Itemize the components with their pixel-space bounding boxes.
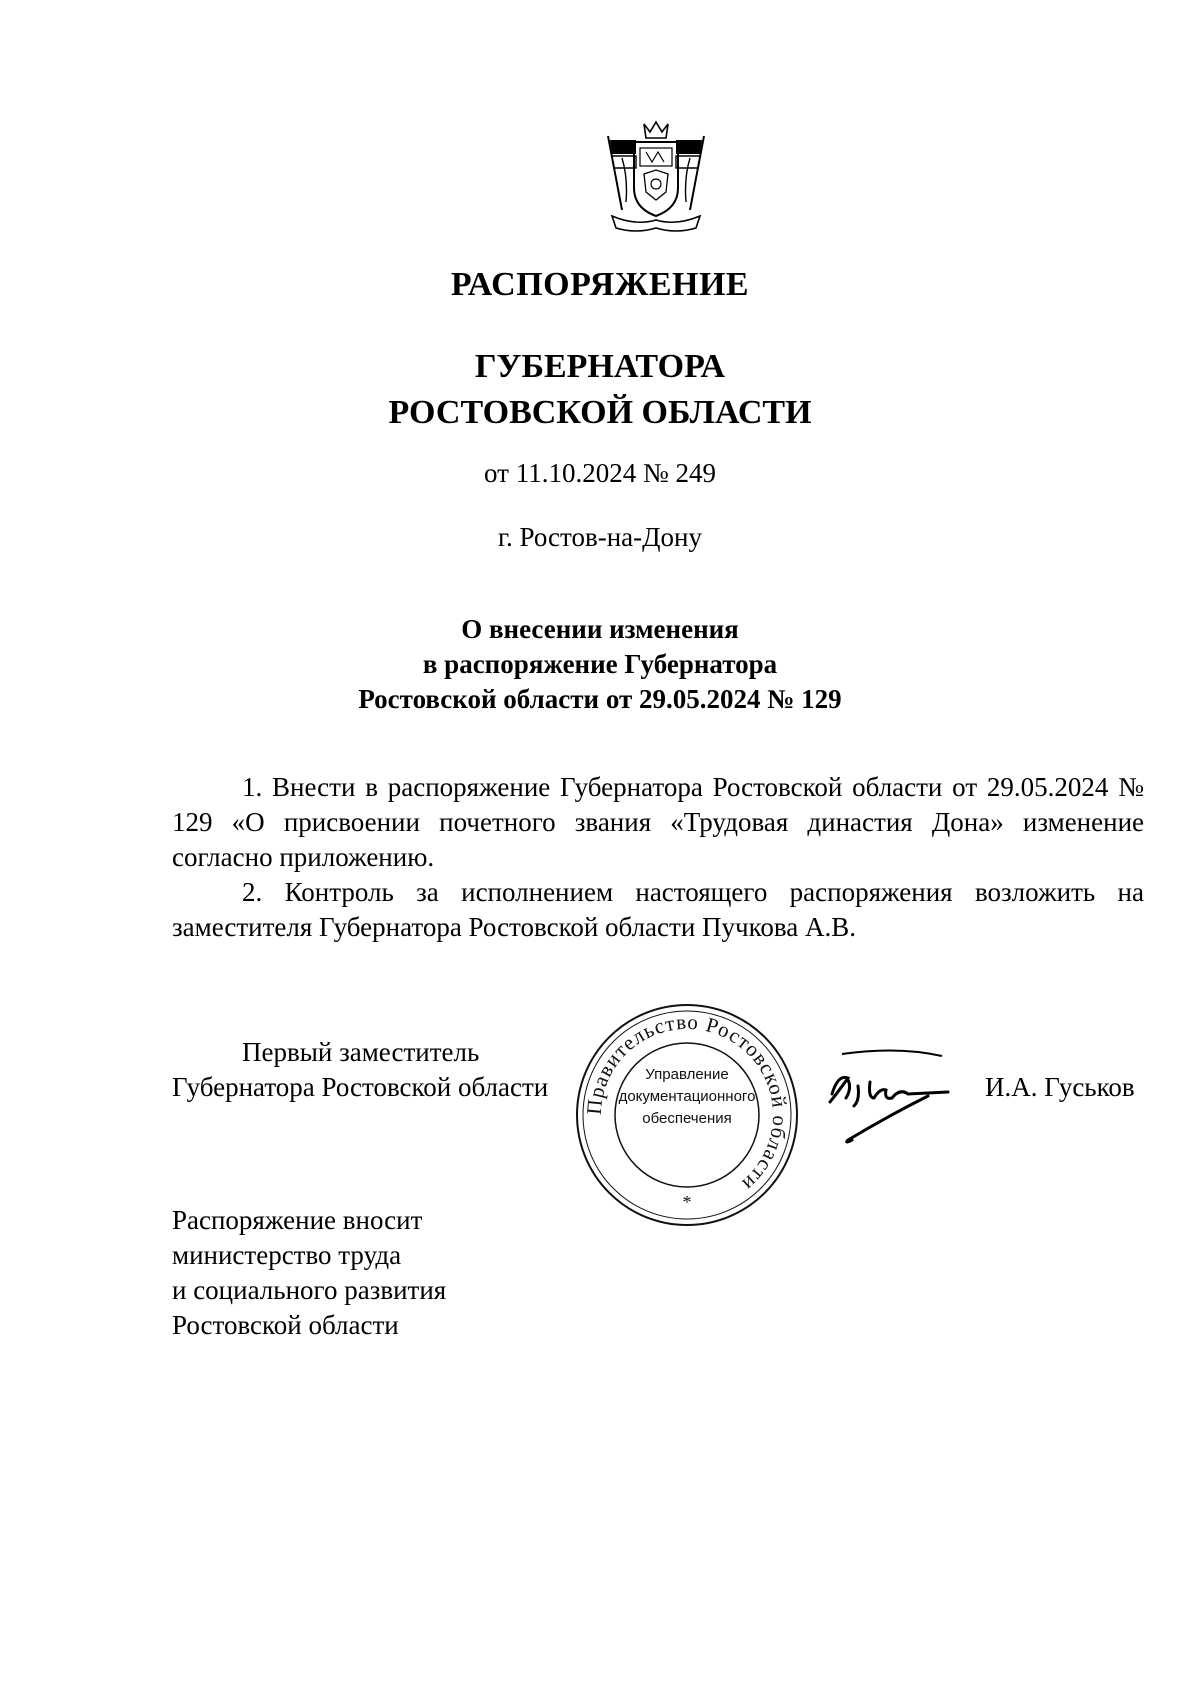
stamp-inner-line-3: обеспечения xyxy=(642,1110,732,1127)
paragraph-2: 2. Контроль за исполнением настоящего распоряжения возложить на заместителя Губернатора Ростовской области Пучкова А.В. xyxy=(172,877,1144,942)
submitter-line-1: Распоряжение вносит xyxy=(172,1205,423,1235)
submitter-line-2: министерство труда xyxy=(172,1240,402,1270)
submitter-line-3: и социального развития xyxy=(172,1275,447,1305)
svg-text:*: * xyxy=(682,1192,692,1212)
stamp-inner-text xyxy=(602,1064,772,1130)
issuer-line-2: РОСТОВСКОЙ ОБЛАСТИ xyxy=(388,394,812,431)
document-body xyxy=(172,770,1144,945)
document-type-title: РАСПОРЯЖЕНИЕ xyxy=(450,266,750,303)
issuer-heading xyxy=(0,344,1200,436)
stamp-inner-line-1: Управление xyxy=(645,1066,729,1083)
handwritten-signature-icon xyxy=(808,1040,968,1150)
subject-line-3: Ростовской области от 29.05.2024 № 129 xyxy=(358,684,842,714)
coat-of-arms-icon xyxy=(600,118,712,236)
subject-line-1: О внесении изменения xyxy=(461,614,739,644)
signer-position-line-1: Первый заместитель xyxy=(242,1037,480,1067)
signer-name: И.А. Гуськов xyxy=(985,1072,1135,1102)
stamp-ring-text: Правительство Ростовской области xyxy=(581,1009,793,1197)
submitter-block xyxy=(172,1203,446,1343)
stamp-inner-line-2: документационного xyxy=(618,1088,756,1105)
document-city: г. Ростов-на-Дону xyxy=(497,522,702,552)
document-date-number: от 11.10.2024 № 249 xyxy=(484,458,716,488)
paragraph-1: 1. Внести в распоряжение Губернатора Ростовской области от 29.05.2024 № 129 «О присвоении почетного звания «Трудовая династия Дона» изменение согласно приложению. xyxy=(172,772,1144,872)
subject-line-2: в распоряжение Губернатора xyxy=(422,649,778,679)
document-subject xyxy=(0,612,1200,717)
signer-position-line-2: Губернатора Ростовской области xyxy=(172,1072,549,1102)
submitter-line-4: Ростовской области xyxy=(172,1310,399,1340)
issuer-line-1: ГУБЕРНАТОРА xyxy=(474,348,726,385)
signer-position xyxy=(172,1035,548,1105)
